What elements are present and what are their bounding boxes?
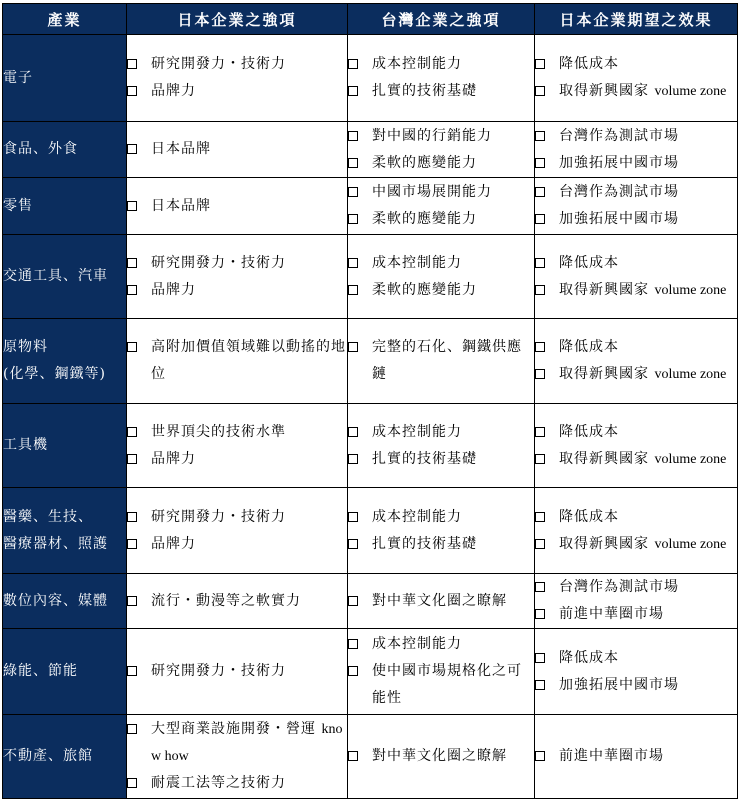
japan-strength-cell — [127, 404, 348, 488]
expected-effect-text: 取得新興國家 volume zone — [559, 281, 727, 298]
checkbox-icon — [348, 214, 358, 224]
japan-strength-item — [127, 419, 347, 446]
taiwan-strength-text: 對中華文化圈之瞭解 — [372, 748, 507, 764]
checkbox-icon — [348, 512, 358, 522]
checkbox-icon — [535, 59, 545, 69]
industry-label: (化學、鋼鐵等) — [3, 366, 106, 382]
expected-effect-text: 取得新興國家 volume zone — [559, 83, 727, 99]
taiwan-strength-item — [348, 123, 534, 150]
japan-strength-text: 品牌力 — [151, 281, 196, 298]
taiwan-strength-cell — [348, 629, 535, 715]
checkbox-icon — [127, 342, 137, 352]
japan-strength-text: 耐震工法等之技術力 — [151, 775, 286, 791]
table-row — [3, 235, 738, 319]
expected-effect-text: 台灣作為測試市場 — [559, 184, 679, 200]
japan-strength-text: 世界頂尖的技術水準 — [151, 423, 286, 440]
expected-effect-cell — [535, 235, 738, 319]
japan-strength-item — [127, 658, 347, 685]
expected-effect-item — [535, 78, 737, 105]
expected-effect-item — [535, 645, 737, 672]
taiwan-strength-item — [348, 419, 534, 446]
taiwan-strength-text: 扎實的技術基礎 — [372, 450, 477, 467]
table-row — [3, 122, 738, 178]
japan-strength-cell — [127, 122, 348, 178]
japan-strength-cell — [127, 715, 348, 799]
table-row — [3, 404, 738, 488]
expected-effect-item — [535, 206, 737, 233]
header-japan-strengths: 日本企業之強項 — [127, 4, 348, 35]
expected-effect-item — [535, 334, 737, 361]
header-industry: 產業 — [3, 4, 127, 35]
checkbox-icon — [348, 187, 358, 197]
taiwan-strength-text: 成本控制能力 — [372, 423, 462, 440]
japan-strength-text: 高附加價值領域難以動搖的地位 — [151, 339, 346, 382]
checkbox-icon — [348, 639, 358, 649]
expected-effect-item — [535, 419, 737, 446]
taiwan-strength-item — [348, 588, 534, 615]
taiwan-strength-item — [348, 206, 534, 233]
checkbox-icon — [348, 285, 358, 295]
expected-effect-cell — [535, 629, 738, 715]
expected-effect-text: 加強拓展中國市場 — [559, 211, 679, 227]
japan-strength-cell — [127, 178, 348, 235]
checkbox-icon — [127, 285, 137, 295]
checkbox-icon — [348, 158, 358, 168]
industry-label: 不動產、旅館 — [3, 748, 93, 764]
japan-strength-item — [127, 193, 347, 220]
header-row — [3, 4, 738, 35]
expected-effect-text: 台灣作為測試市場 — [559, 127, 679, 144]
expected-effect-item — [535, 504, 737, 531]
expected-effect-text: 降低成本 — [559, 56, 619, 72]
taiwan-strength-item — [348, 334, 534, 388]
table-row — [3, 629, 738, 715]
japan-strength-text: 品牌力 — [151, 450, 196, 467]
checkbox-icon — [535, 512, 545, 522]
expected-effect-item — [535, 601, 737, 628]
taiwan-strength-item — [348, 743, 534, 770]
taiwan-strength-text: 成本控制能力 — [372, 636, 462, 652]
taiwan-strength-item — [348, 277, 534, 304]
checkbox-icon — [127, 724, 137, 734]
taiwan-strength-item — [348, 150, 534, 177]
taiwan-strength-cell — [348, 488, 535, 574]
expected-effect-item — [535, 250, 737, 277]
checkbox-icon — [535, 214, 545, 224]
checkbox-icon — [127, 778, 137, 788]
taiwan-strength-cell — [348, 35, 535, 122]
expected-effect-text: 降低成本 — [559, 649, 619, 666]
taiwan-strength-text: 完整的石化、鋼鐵供應鏈 — [372, 339, 522, 382]
industry-cell — [3, 122, 127, 178]
checkbox-icon — [535, 609, 545, 619]
checkbox-icon — [127, 539, 137, 549]
checkbox-icon — [535, 342, 545, 352]
taiwan-strength-item — [348, 446, 534, 473]
japan-strength-text: 研究開發力・技術力 — [151, 663, 286, 679]
checkbox-icon — [535, 158, 545, 168]
checkbox-icon — [535, 369, 545, 379]
industry-label: 零售 — [3, 197, 33, 214]
taiwan-strength-text: 扎實的技術基礎 — [372, 535, 477, 552]
expected-effect-item — [535, 277, 737, 304]
japan-strength-text: 研究開發力・技術力 — [151, 254, 286, 271]
checkbox-icon — [348, 59, 358, 69]
header-taiwan-strengths: 台灣企業之強項 — [348, 4, 535, 35]
expected-effect-text: 降低成本 — [559, 508, 619, 525]
checkbox-icon — [535, 454, 545, 464]
taiwan-strength-item — [348, 250, 534, 277]
japan-strength-item — [127, 51, 347, 78]
checkbox-icon — [535, 751, 545, 761]
taiwan-strength-text: 成本控制能力 — [372, 56, 462, 72]
taiwan-strength-text: 成本控制能力 — [372, 254, 462, 271]
expected-effect-item — [535, 446, 737, 473]
japan-strength-item — [127, 504, 347, 531]
checkbox-icon — [127, 596, 137, 606]
industry-label: 電子 — [3, 69, 33, 86]
checkbox-icon — [127, 201, 137, 211]
industry-label: 醫藥、生技、 — [3, 508, 93, 525]
checkbox-icon — [127, 454, 137, 464]
checkbox-icon — [535, 653, 545, 663]
expected-effect-text: 前進中華圈市場 — [559, 748, 664, 764]
industry-label: 數位內容、媒體 — [3, 592, 108, 609]
expected-effect-item — [535, 179, 737, 206]
industry-cell — [3, 715, 127, 799]
checkbox-icon — [348, 86, 358, 96]
checkbox-icon — [348, 596, 358, 606]
taiwan-strength-cell — [348, 574, 535, 629]
expected-effect-text: 取得新興國家 volume zone — [559, 450, 727, 467]
expected-effect-cell — [535, 35, 738, 122]
japan-strength-cell — [127, 235, 348, 319]
japan-strength-text: 品牌力 — [151, 535, 196, 552]
checkbox-icon — [348, 131, 358, 141]
taiwan-strength-item — [348, 658, 534, 712]
checkbox-icon — [535, 539, 545, 549]
industry-cell — [3, 488, 127, 574]
checkbox-icon — [127, 86, 137, 96]
checkbox-icon — [535, 258, 545, 268]
expected-effect-text: 取得新興國家 volume zone — [559, 535, 727, 552]
table-row — [3, 574, 738, 629]
japan-strength-item — [127, 78, 347, 105]
taiwan-strength-cell — [348, 178, 535, 235]
header-expected-effects: 日本企業期望之效果 — [535, 4, 738, 35]
industry-cell — [3, 35, 127, 122]
taiwan-strength-text: 成本控制能力 — [372, 508, 462, 525]
expected-effect-text: 降低成本 — [559, 339, 619, 355]
checkbox-icon — [348, 258, 358, 268]
table-row — [3, 715, 738, 799]
taiwan-strength-text: 柔軟的應變能力 — [372, 211, 477, 227]
japan-strength-text: 大型商業設施開發・營運 know how — [151, 721, 343, 764]
taiwan-strength-item — [348, 78, 534, 105]
taiwan-strength-item — [348, 531, 534, 558]
checkbox-icon — [535, 86, 545, 96]
expected-effect-item — [535, 361, 737, 388]
taiwan-strength-item — [348, 504, 534, 531]
industry-label: 醫療器材、照護 — [3, 535, 108, 552]
expected-effect-cell — [535, 122, 738, 178]
checkbox-icon — [127, 512, 137, 522]
taiwan-strength-item — [348, 631, 534, 658]
expected-effect-text: 加強拓展中國市場 — [559, 154, 679, 171]
industry-cell — [3, 404, 127, 488]
japan-strength-text: 日本品牌 — [151, 197, 211, 214]
checkbox-icon — [535, 285, 545, 295]
checkbox-icon — [348, 454, 358, 464]
checkbox-icon — [348, 751, 358, 761]
japan-strength-item — [127, 250, 347, 277]
table-body — [3, 35, 738, 799]
checkbox-icon — [127, 666, 137, 676]
expected-effect-cell — [535, 574, 738, 629]
industry-cell — [3, 178, 127, 235]
expected-effect-text: 取得新興國家 volume zone — [559, 366, 727, 382]
table-row — [3, 35, 738, 122]
expected-effect-text: 前進中華圈市場 — [559, 606, 664, 622]
expected-effect-cell — [535, 715, 738, 799]
checkbox-icon — [535, 582, 545, 592]
expected-effect-item — [535, 672, 737, 699]
expected-effect-item — [535, 574, 737, 601]
expected-effect-text: 台灣作為測試市場 — [559, 579, 679, 595]
expected-effect-cell — [535, 178, 738, 235]
table-row — [3, 319, 738, 404]
checkbox-icon — [348, 342, 358, 352]
industry-label: 食品、外食 — [3, 141, 78, 157]
taiwan-strength-text: 柔軟的應變能力 — [372, 281, 477, 298]
japan-strength-item — [127, 588, 347, 615]
japan-strength-text: 研究開發力・技術力 — [151, 508, 286, 525]
taiwan-strength-cell — [348, 715, 535, 799]
expected-effect-text: 加強拓展中國市場 — [559, 676, 679, 693]
japan-strength-text: 流行・動漫等之軟實力 — [151, 592, 301, 609]
checkbox-icon — [127, 258, 137, 268]
japan-strength-text: 日本品牌 — [151, 141, 211, 157]
japan-strength-cell — [127, 629, 348, 715]
expected-effect-text: 降低成本 — [559, 423, 619, 440]
checkbox-icon — [127, 427, 137, 437]
taiwan-strength-text: 中國市場展開能力 — [372, 184, 492, 200]
japan-strength-item — [127, 334, 347, 388]
taiwan-strength-cell — [348, 404, 535, 488]
taiwan-strength-text: 扎實的技術基礎 — [372, 83, 477, 99]
expected-effect-cell — [535, 488, 738, 574]
taiwan-strength-text: 對中華文化圈之瞭解 — [372, 592, 507, 609]
checkbox-icon — [535, 680, 545, 690]
table-row — [3, 488, 738, 574]
checkbox-icon — [127, 59, 137, 69]
checkbox-icon — [348, 427, 358, 437]
industry-label: 工具機 — [3, 437, 48, 453]
checkbox-icon — [535, 131, 545, 141]
japan-strength-item — [127, 770, 347, 797]
japan-strength-cell — [127, 35, 348, 122]
industry-cell — [3, 319, 127, 404]
taiwan-strength-item — [348, 179, 534, 206]
japan-strength-text: 品牌力 — [151, 83, 196, 99]
table-row — [3, 178, 738, 235]
industry-label: 交通工具、汽車 — [3, 268, 108, 284]
checkbox-icon — [127, 144, 137, 154]
industry-cell — [3, 235, 127, 319]
taiwan-strength-item — [348, 51, 534, 78]
expected-effect-cell — [535, 404, 738, 488]
japan-strength-item — [127, 446, 347, 473]
taiwan-strength-cell — [348, 235, 535, 319]
industry-cell — [3, 629, 127, 715]
japan-strength-cell — [127, 574, 348, 629]
expected-effect-item — [535, 123, 737, 150]
checkbox-icon — [348, 539, 358, 549]
japan-strength-item — [127, 136, 347, 163]
taiwan-strength-cell — [348, 319, 535, 404]
taiwan-strength-cell — [348, 122, 535, 178]
taiwan-strength-text: 柔軟的應變能力 — [372, 154, 477, 171]
checkbox-icon — [535, 187, 545, 197]
japan-strength-cell — [127, 488, 348, 574]
expected-effect-item — [535, 51, 737, 78]
expected-effect-cell — [535, 319, 738, 404]
industry-label: 綠能、節能 — [3, 663, 78, 679]
expected-effect-item — [535, 531, 737, 558]
expected-effect-text: 降低成本 — [559, 254, 619, 271]
japan-strength-item — [127, 716, 347, 770]
checkbox-icon — [348, 666, 358, 676]
expected-effect-item — [535, 150, 737, 177]
japan-strength-item — [127, 277, 347, 304]
expected-effect-item — [535, 743, 737, 770]
japan-strength-item — [127, 531, 347, 558]
industry-cell — [3, 574, 127, 629]
checkbox-icon — [535, 427, 545, 437]
industry-label: 原物料 — [3, 339, 48, 355]
industry-strength-table — [2, 3, 738, 799]
taiwan-strength-text: 使中國市場規格化之可能性 — [372, 663, 522, 706]
taiwan-strength-text: 對中國的行銷能力 — [372, 127, 492, 144]
japan-strength-text: 研究開發力・技術力 — [151, 56, 286, 72]
japan-strength-cell — [127, 319, 348, 404]
